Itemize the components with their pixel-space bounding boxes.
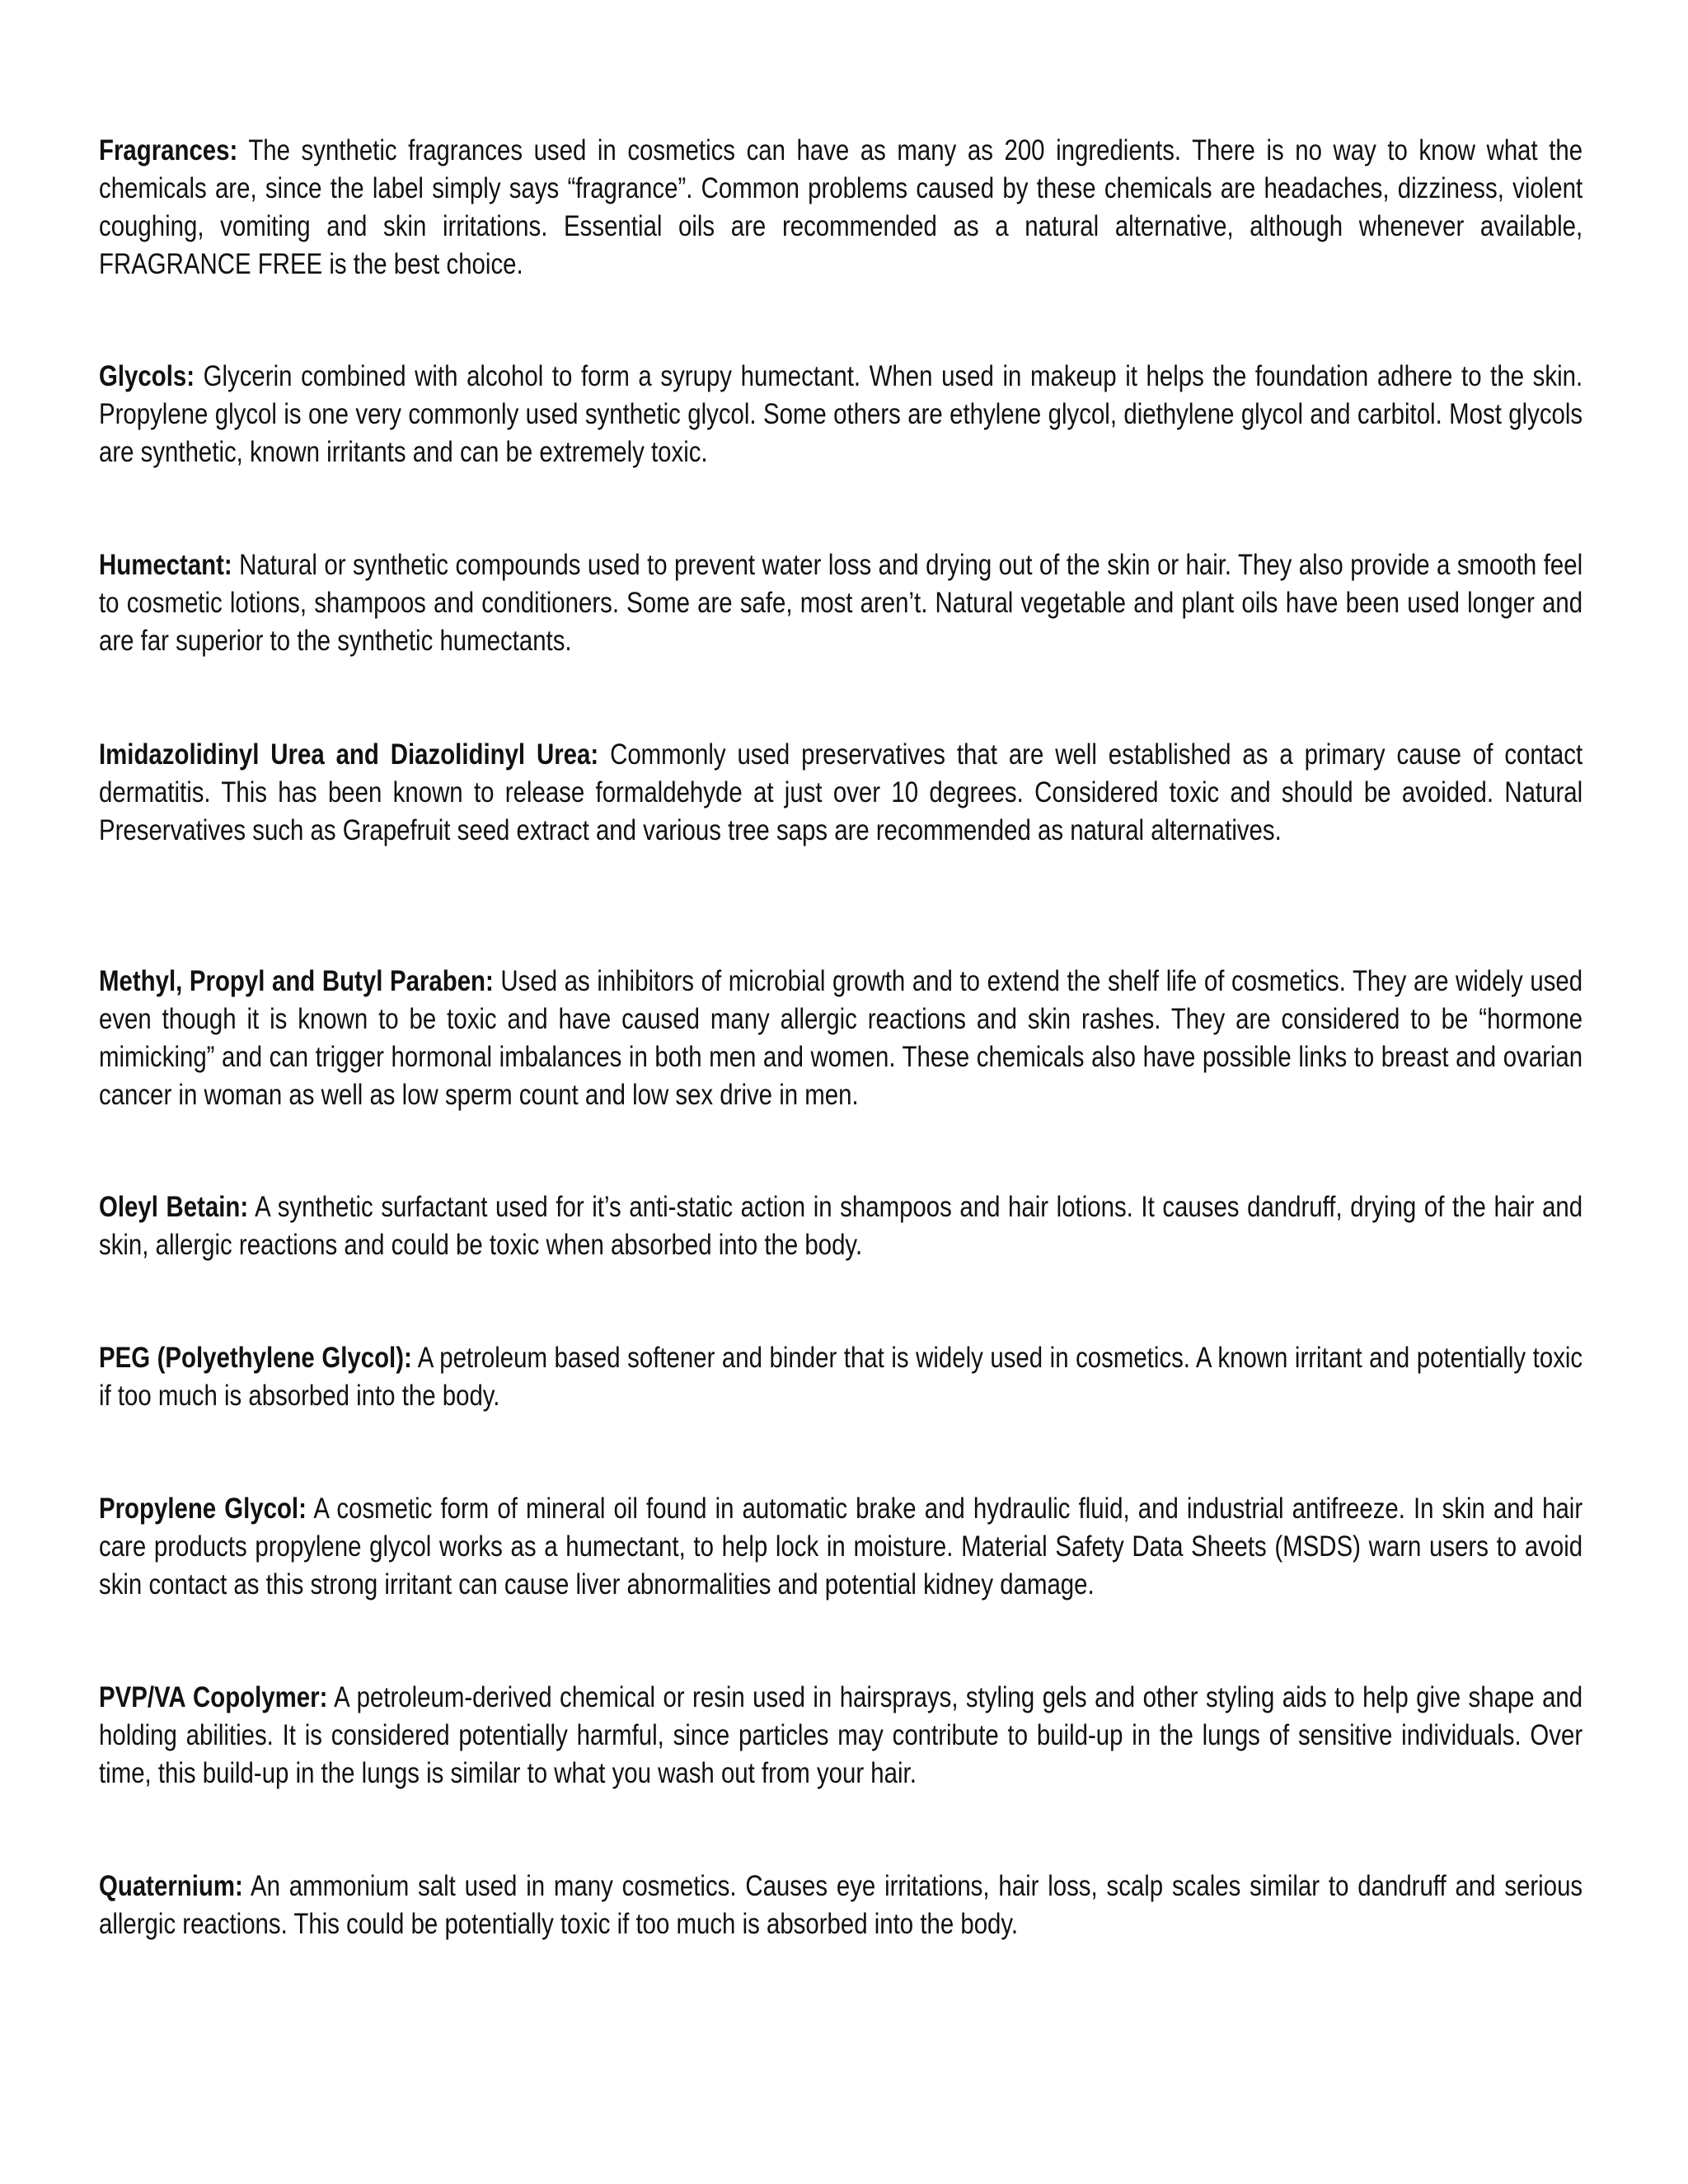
entry-definition: Used as inhibitors of microbial growth and to extend the shelf life of cosmetics. They are widely used even though it is known to be toxic and have caused many allergic reactions and skin rashes. They are considered to be “hormone mimicking” and can trigger hormonal imbalances in both men and women. These chemicals also have possible links to breast and ovarian cancer in woman as well as low sperm count and low sex drive in men. — [99, 965, 1583, 1111]
glossary-entry-pvp-va — [99, 1679, 1582, 1793]
entry-term: PVP/VA Copolymer: — [99, 1681, 328, 1713]
entry-definition: Commonly used preservatives that are well established as a primary cause of contact dermatitis. This has been known to release formaldehyde at just over 10 degrees. Considered toxic and should be avoided. Natural Preservatives such as Grapefruit seed extract and various tree saps are recommended as natural alternatives. — [99, 738, 1583, 846]
glossary-entry-oleyl-betain — [99, 1188, 1582, 1264]
entry-term: PEG (Polyethylene Glycol): — [99, 1342, 412, 1374]
entry-definition: Natural or synthetic compounds used to prevent water loss and drying out of the skin or hair. They also provide a smooth feel to cosmetic lotions, shampoos and conditioners. Some are safe, most aren’t. Natural vegetable and plant oils have been used longer and are far superior to the synthetic humectants. — [99, 549, 1583, 657]
entry-definition: A synthetic surfactant used for it’s anti-static action in shampoos and hair lotions. It causes dandruff, drying of the hair and skin, allergic reactions and could be toxic when absorbed into the body. — [99, 1191, 1583, 1261]
glossary-entry-fragrances — [99, 132, 1582, 284]
entry-definition: A petroleum-derived chemical or resin used in hairsprays, styling gels and other styling aids to help give shape and holding abilities. It is considered potentially harmful, since particles may contribute to build-up in the lungs of sensitive individuals. Over time, this build-up in the lungs is similar to what you wash out from your hair. — [99, 1681, 1583, 1789]
entry-definition: A petroleum based softener and binder that is widely used in cosmetics. A known irritant and potentially toxic if too much is absorbed into the body. — [99, 1342, 1583, 1412]
entry-term: Humectant: — [99, 549, 232, 581]
entry-definition: An ammonium salt used in many cosmetics. Causes eye irritations, hair loss, scalp scales similar to dandruff and serious allergic reactions. This could be potentially toxic if too much is absorbed into the body. — [99, 1870, 1583, 1940]
glossary-entry-quaternium — [99, 1868, 1582, 1943]
glossary-entry-urea — [99, 736, 1582, 850]
entry-term: Glycols: — [99, 360, 195, 392]
glossary-entry-glycols — [99, 358, 1582, 471]
entry-definition: The synthetic fragrances used in cosmetics can have as many as 200 ingredients. There is no way to know what the chemicals are, since the label simply says “fragrance”. Common problems caused by these chemicals are headaches, dizziness, violent coughing, vomiting and skin irritations. Essential oils are recommended as a natural alternative, although whenever available, FRAGRANCE FREE is the best choice. — [99, 134, 1583, 280]
entry-definition: A cosmetic form of mineral oil found in automatic brake and hydraulic fluid, and industrial antifreeze. In skin and hair care products propylene glycol works as a humectant, to help lock in moisture. Material Safety Data Sheets (MSDS) warn users to avoid skin contact as this strong irritant can cause liver abnormalities and potential kidney damage. — [99, 1493, 1583, 1601]
entry-term: Imidazolidinyl Urea and Diazolidinyl Urea: — [99, 738, 599, 771]
entry-term: Quaternium: — [99, 1870, 243, 1902]
glossary-entry-peg — [99, 1339, 1582, 1415]
entry-term: Oleyl Betain: — [99, 1191, 249, 1223]
entry-term: Propylene Glycol: — [99, 1493, 307, 1525]
entry-term: Fragrances: — [99, 134, 238, 166]
glossary-entry-propylene-glycol — [99, 1490, 1582, 1604]
entry-term: Methyl, Propyl and Butyl Paraben: — [99, 965, 494, 997]
entry-definition: Glycerin combined with alcohol to form a syrupy humectant. When used in makeup it helps the foundation adhere to the skin. Propylene glycol is one very commonly used synthetic glycol. Some others are ethylene glycol, diethylene glycol and carbitol. Most glycols are synthetic, known irritants and can be extremely toxic. — [99, 360, 1583, 468]
glossary-entry-paraben — [99, 963, 1582, 1114]
glossary-entry-humectant — [99, 546, 1582, 660]
